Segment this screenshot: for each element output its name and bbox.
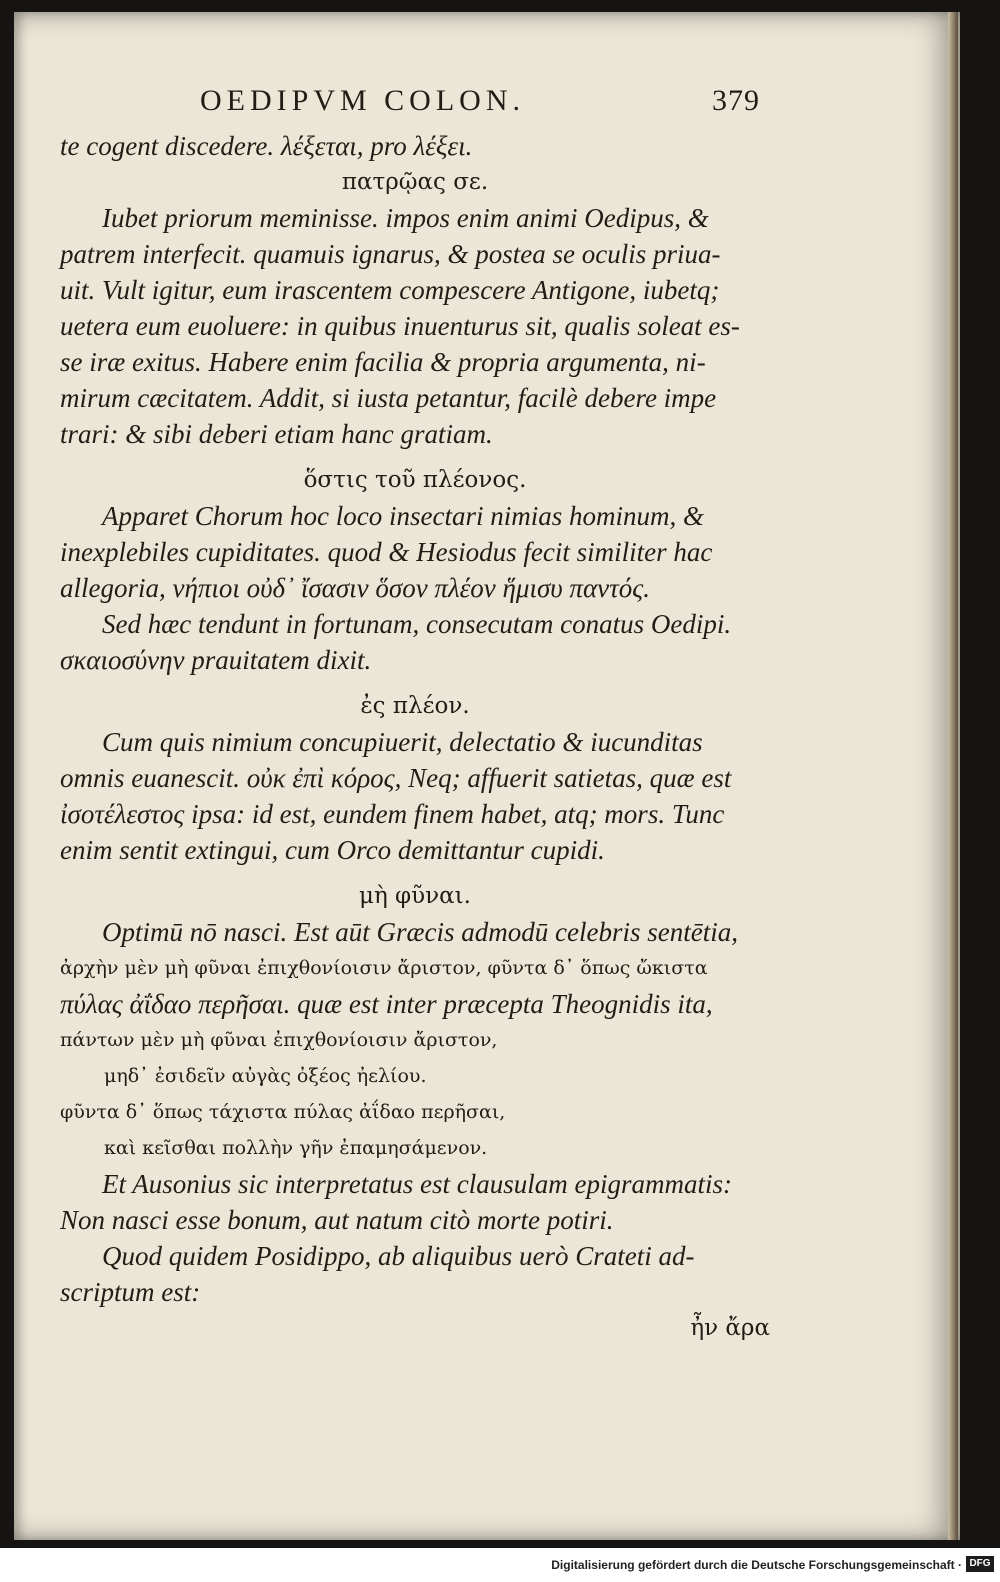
footer-credit: Digitalisierung gefördert durch die Deutsche Forschungsgemeinschaft · [551, 1558, 962, 1572]
text-line: omnis euanescit. οὐκ ἐπὶ κόρος, Neq; affuerit satietas, quæ est [60, 763, 732, 793]
text-line: scriptum est: [60, 1277, 201, 1307]
text-line: Quod quidem Posidippo, ab aliquibus uerò Crateti ad- [102, 1241, 695, 1271]
text-line: Apparet Chorum hoc loco insectari nimias hominum, & [102, 501, 704, 531]
text-line: πύλας ἀΐδαο περῆσαι. quæ est inter præcepta Theognidis ita, [60, 989, 713, 1019]
line-gap [60, 868, 770, 878]
dfg-logo: DFG [966, 1556, 994, 1572]
text-line: allegoria, νήπιοι οὐδ᾽ ἴσασιν ὅσον πλέον ἥμισυ παντός. [60, 573, 650, 603]
text-line: ἰσοτέλεστος ipsa: id est, eundem finem habet, atq; mors. Tunc [60, 799, 725, 829]
text-line: πάντων μὲν μὴ φῦναι ἐπιχθονίοισιν ἄριστον, [60, 1029, 498, 1051]
line-gap [60, 452, 770, 462]
page-number: 379 [712, 84, 760, 117]
text-line: Cum quis nimium concupiuerit, delectatio & iucunditas [102, 727, 703, 757]
text-line: φῦντα δ᾽ ὅπως τάχιστα πύλας ἀΐδαο περῆσαι, [60, 1101, 506, 1123]
text-line: mirum cæcitatem. Addit, si iusta petantur, facilè debere impe [60, 383, 717, 413]
page-edge [948, 12, 958, 1540]
text-line: se iræ exitus. Habere enim facilia & propria argumenta, ni- [60, 347, 706, 377]
text-line: uit. Vult igitur, eum irascentem compescere Antigone, iubetq; [60, 275, 720, 305]
text-line: μηδ᾽ ἐσιδεῖν αὐγὰς ὀξέος ἠελίου. [104, 1065, 427, 1087]
running-title: OEDIPVM COLON. [200, 84, 525, 117]
text-line: ἐς πλέον. [360, 693, 470, 719]
running-head [200, 84, 760, 118]
text-line: Sed hæc tendunt in fortunam, consecutam conatus Oedipi. [102, 609, 732, 639]
text-line: Et Ausonius sic interpretatus est clausulam epigrammatis: [102, 1169, 732, 1199]
text-line: πατρῷας σε. [341, 169, 489, 195]
footer-bar [0, 1548, 1000, 1582]
text-line: trari: & sibi deberi etiam hanc gratiam. [60, 419, 493, 449]
text-line: ἀρχὴν μὲν μὴ φῦναι ἐπιχθονίοισιν ἄριστον, φῦντα δ᾽ ὅπως ὤκιστα [60, 957, 708, 979]
text-line: patrem interfecit. quamuis ignarus, & postea se oculis priua- [60, 239, 721, 269]
text-line: te cogent discedere. λέξεται, pro λέξει. [60, 131, 473, 161]
text-line: uetera eum euoluere: in quibus inuenturus sit, qualis soleat es- [60, 311, 740, 341]
line-gap [60, 678, 770, 688]
text-line: σκαιοσύνην prauitatem dixit. [60, 645, 372, 675]
text-line: Iubet priorum meminisse. impos enim animi Oedipus, & [102, 203, 709, 233]
body-text [60, 128, 770, 1346]
text-line: inexplebiles cupiditates. quod & Hesiodus fecit similiter hac [60, 537, 713, 567]
text-line: ἦν ἄρα [690, 1315, 770, 1341]
text-line: ὅστις τοῦ πλέονος. [303, 467, 527, 493]
text-line: Non nasci esse bonum, aut natum citò morte potiri. [60, 1205, 614, 1235]
text-line: μὴ φῦναι. [359, 883, 471, 909]
text-line: Optimū nō nasci. Est aūt Græcis admodū celebris sentētia, [102, 917, 738, 947]
text-line: καὶ κεῖσθαι πολλὴν γῆν ἐπαμησάμενον. [104, 1137, 488, 1159]
text-line: enim sentit extingui, cum Orco demittantur cupidi. [60, 835, 605, 865]
